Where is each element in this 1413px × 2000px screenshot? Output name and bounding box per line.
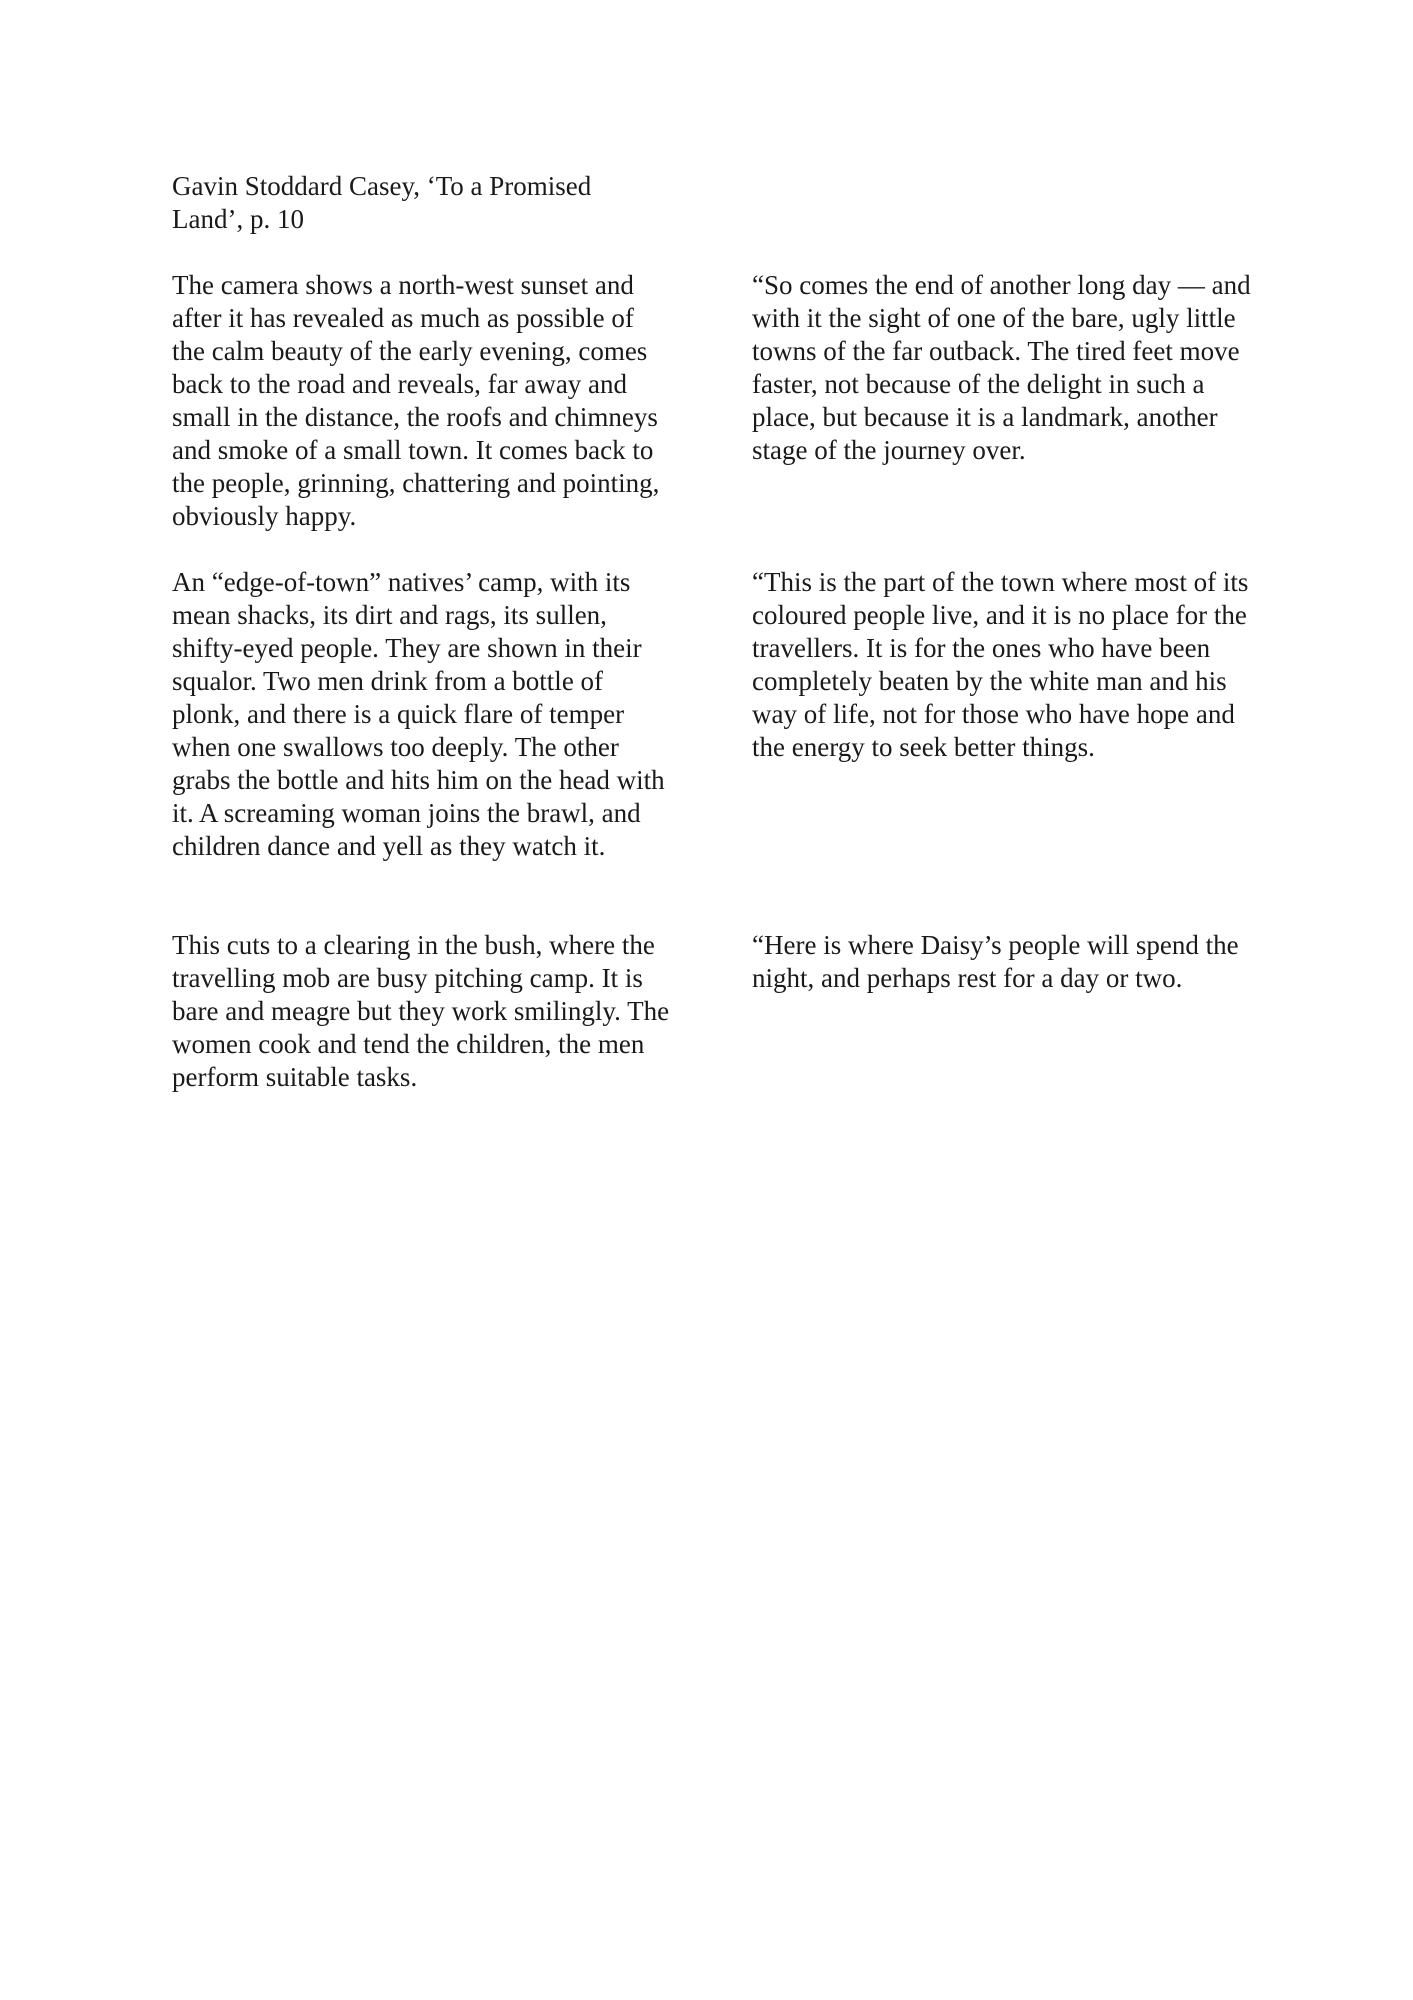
scene-description-1: The camera shows a north-west sunset and after it has revealed as much as possible of the calm beauty of the early evening, comes back to the road and reveals, far away and small in the distance, the roofs and chimneys and smoke of a small town. It comes back to the people, grinning, chattering and pointing, obviously happy. (172, 270, 660, 531)
scene-description-3: This cuts to a clearing in the bush, where the travelling mob are busy pitching camp. It is bare and meagre but they work smilingly. The women cook and tend the children, the men perform suitable tasks. (172, 930, 670, 1092)
scene-narration-2: “This is the part of the town where most of its coloured people live, and it is no place for the travellers. It is for the ones who have been completely beaten by the white man and his way of life, not for those who have hope and the energy to seek better things. (752, 567, 1249, 762)
page-title: Gavin Stoddard Casey, ‘To a Promised Land’, p. 10 (172, 171, 592, 234)
scene-narration-3: “Here is where Daisy’s people will spend the night, and perhaps rest for a day or two. (752, 930, 1239, 993)
scene-description-2: An “edge-of-town” natives’ camp, with its mean shacks, its dirt and rags, its sullen, shifty-eyed people. They are shown in their squalor. Two men drink from a bottle of plonk, and there is a quick flare of temper when one swallows too deeply. The other grabs the bottle and hits him on the head with it. A screaming woman joins the brawl, and children dance and yell as they watch it. (172, 567, 665, 861)
scene-narration-1: “So comes the end of another long day — and with it the sight of one of the bare, ugly little towns of the far outback. The tired feet move faster, not because of the delight in such a place, but because it is a landmark, another stage of the journey over. (752, 270, 1251, 465)
